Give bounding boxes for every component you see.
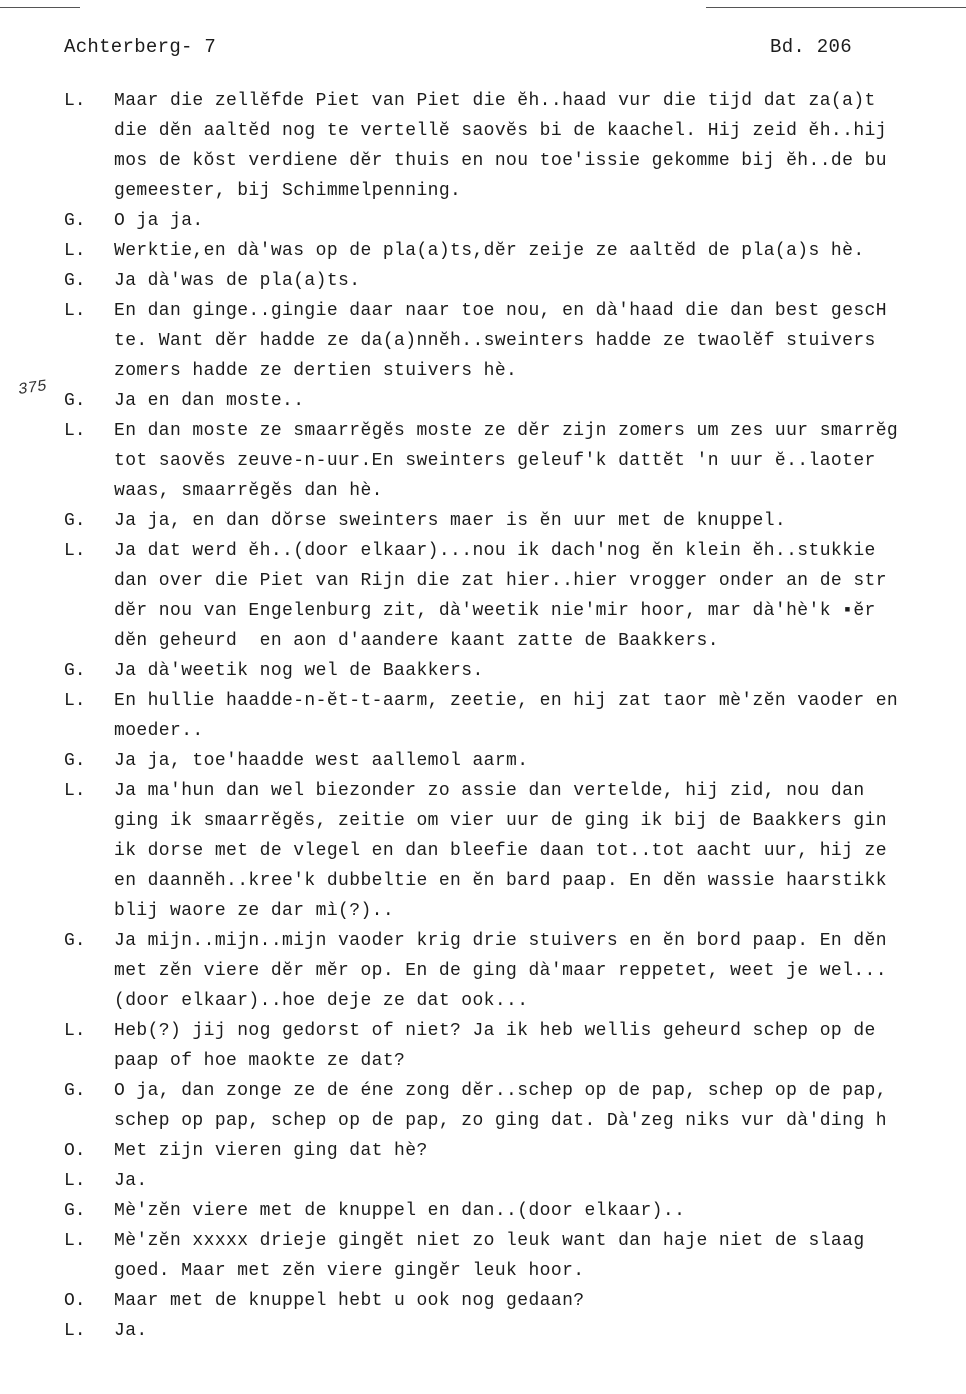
utterance-line: Mè'zĕn xxxxx drieje gingĕt niet zo leuk want dan haje niet de slaag: [114, 1231, 865, 1251]
transcript-entry: [64, 236, 966, 266]
transcript-entry: [64, 416, 966, 506]
utterance-line: En hullie haadde-n-ĕt-t-aarm, zeetie, en hij zat taor mè'zĕn vaoder en: [114, 691, 899, 711]
speaker-label: O.: [64, 1291, 86, 1311]
utterance-line: Ja dà'was de pla(a)ts.: [114, 271, 361, 291]
speaker-label: L.: [64, 241, 86, 261]
utterance-line: Ja ja, en dan dŏrse sweinters maer is ĕn uur met de knuppel.: [114, 511, 787, 531]
utterance: [114, 656, 966, 686]
utterance: [114, 1196, 966, 1226]
speaker-label: L.: [64, 1021, 86, 1041]
utterance-line: moeder..: [114, 721, 204, 741]
utterance-line: Heb(?) jij nog gedorst of niet? Ja ik heb wellis geheurd schep op de: [114, 1021, 876, 1041]
transcript-entry: [64, 1226, 966, 1286]
speaker-label: L.: [64, 91, 86, 111]
transcript-entry: [64, 1076, 966, 1136]
utterance-line: O ja ja.: [114, 211, 204, 231]
utterance-line: O ja, dan zonge ze de éne zong dĕr..schep op de pap, schep op de pap,: [114, 1081, 887, 1101]
utterance: [114, 1226, 966, 1286]
utterance-line: Ja ma'hun dan wel biezonder zo assie dan vertelde, hij zid, nou dan: [114, 781, 865, 801]
utterance-line: (door elkaar)..hoe deje ze dat ook...: [114, 991, 529, 1011]
utterance-line: dan over die Piet van Rijn die zat hier..hier vrogger onder an de str: [114, 571, 887, 591]
utterance-line: Werktie,en dà'was op de pla(a)ts,dĕr zeije ze aaltĕd de pla(a)s hè.: [114, 241, 865, 261]
utterance-line: die dĕn aaltĕd nog te vertellĕ saovĕs bi de kaachel. Hij zeid ĕh..hij: [114, 121, 887, 141]
transcript-entry: [64, 1136, 966, 1166]
utterance-line: waas, smaarrĕgĕs dan hè.: [114, 481, 383, 501]
utterance-line: Maar die zellĕfde Piet van Piet die ĕh..haad vur die tijd dat za(a)t: [114, 91, 876, 111]
utterance-line: goed. Maar met zĕn viere gingĕr leuk hoor.: [114, 1261, 585, 1281]
utterance-line: mos de kŏst verdiene dĕr thuis en nou toe'issie gekomme bij ĕh..de bu: [114, 151, 887, 171]
utterance: [114, 686, 966, 746]
speaker-label: G.: [64, 511, 86, 531]
speaker-label: L.: [64, 1231, 86, 1251]
transcript-entry: [64, 1196, 966, 1226]
utterance-line: schep op pap, schep op de pap, zo ging dat. Dà'zeg niks vur dà'ding h: [114, 1111, 887, 1131]
speaker-label: L.: [64, 421, 86, 441]
utterance-line: paap of hoe maokte ze dat?: [114, 1051, 406, 1071]
speaker-label: L.: [64, 301, 86, 321]
utterance-line: en daannĕh..kree'k dubbeltie en ĕn bard paap. En dĕn wassie haarstikk: [114, 871, 887, 891]
utterance: [114, 746, 966, 776]
transcript-entry: [64, 686, 966, 746]
transcript-entry: [64, 386, 966, 416]
utterance: [114, 506, 966, 536]
utterance-line: gemeester, bij Schimmelpenning.: [114, 181, 462, 201]
speaker-label: L.: [64, 541, 86, 561]
utterance: [114, 206, 966, 236]
utterance: [114, 1166, 966, 1196]
utterance: [114, 1016, 966, 1076]
utterance-line: te. Want dĕr hadde ze da(a)nnĕh..sweinters hadde ze twaolĕf stuivers: [114, 331, 876, 351]
utterance: [114, 1136, 966, 1166]
transcript-entry: [64, 656, 966, 686]
utterance-line: En dan ginge..gingie daar naar toe nou, en dà'haad die dan best gescH: [114, 301, 887, 321]
utterance-line: ik dorse met de vlegel en dan bleefie daan tot..tot aacht uur, hij ze: [114, 841, 887, 861]
speaker-label: O.: [64, 1141, 86, 1161]
speaker-label: L.: [64, 691, 86, 711]
utterance-line: Ja en dan moste..: [114, 391, 305, 411]
utterance-line: Ja dà'weetik nog wel de Baakkers.: [114, 661, 484, 681]
transcript-entry: [64, 1166, 966, 1196]
speaker-label: G.: [64, 271, 86, 291]
header-volume: Bd. 206: [770, 36, 852, 58]
utterance: [114, 416, 966, 506]
speaker-label: G.: [64, 391, 86, 411]
transcript-entry: [64, 266, 966, 296]
utterance-line: Met zijn vieren ging dat hè?: [114, 1141, 428, 1161]
utterance-line: Ja.: [114, 1321, 148, 1341]
utterance: [114, 1316, 966, 1346]
utterance-line: dĕn geheurd en aon d'aandere kaant zatte de Baakkers.: [114, 631, 719, 651]
speaker-label: L.: [64, 781, 86, 801]
speaker-label: G.: [64, 1201, 86, 1221]
utterance: [114, 536, 966, 656]
speaker-label: G.: [64, 751, 86, 771]
speaker-label: G.: [64, 661, 86, 681]
utterance: [114, 386, 966, 416]
speaker-label: L.: [64, 1171, 86, 1191]
transcript-entry: [64, 206, 966, 236]
utterance: [114, 296, 966, 386]
transcript-entry: [64, 776, 966, 926]
utterance: [114, 86, 966, 206]
speaker-label: G.: [64, 1081, 86, 1101]
transcript-entry: [64, 86, 966, 206]
utterance-line: Maar met de knuppel hebt u ook nog gedaan?: [114, 1291, 585, 1311]
utterance-line: Ja ja, toe'haadde west aallemol aarm.: [114, 751, 529, 771]
top-rule-right: [706, 7, 966, 8]
transcript-entry: [64, 1286, 966, 1316]
speaker-label: G.: [64, 931, 86, 951]
utterance: [114, 776, 966, 926]
utterance-line: Ja dat werd ĕh..(door elkaar)...nou ik dach'nog ĕn klein ĕh..stukkie: [114, 541, 876, 561]
margin-annotation: 375: [16, 377, 48, 399]
transcript-entry: [64, 1316, 966, 1346]
speaker-label: L.: [64, 1321, 86, 1341]
top-rule-left: [0, 7, 80, 8]
transcript: [64, 86, 966, 1346]
utterance-line: dĕr nou van Engelenburg zit, dà'weetik nie'mir hoor, mar dà'hè'k ▪ĕr: [114, 601, 876, 621]
utterance-line: En dan moste ze smaarrĕgĕs moste ze dĕr zijn zomers um zes uur smarrĕg: [114, 421, 899, 441]
transcript-entry: [64, 296, 966, 386]
utterance-line: tot saovĕs zeuve-n-uur.En sweinters geleuf'k dattĕt 'n uur ĕ..laoter: [114, 451, 876, 471]
utterance-line: ging ik smaarrĕgĕs, zeitie om vier uur de ging ik bij de Baakkers gin: [114, 811, 887, 831]
utterance-line: Mè'zĕn viere met de knuppel en dan..(door elkaar)..: [114, 1201, 686, 1221]
transcript-entry: [64, 746, 966, 776]
utterance: [114, 236, 966, 266]
utterance-line: Ja mijn..mijn..mijn vaoder krig drie stuivers en ĕn bord paap. En dĕn: [114, 931, 887, 951]
utterance: [114, 266, 966, 296]
transcript-entry: [64, 506, 966, 536]
utterance-line: Ja.: [114, 1171, 148, 1191]
utterance: [114, 926, 966, 1016]
utterance-line: blij waore ze dar mì(?)..: [114, 901, 395, 921]
utterance: [114, 1076, 966, 1136]
speaker-label: G.: [64, 211, 86, 231]
transcript-entry: [64, 536, 966, 656]
header-title: Achterberg- 7: [64, 36, 217, 58]
utterance: [114, 1286, 966, 1316]
transcript-entry: [64, 1016, 966, 1076]
transcript-entry: [64, 926, 966, 1016]
utterance-line: met zĕn viere dĕr mĕr op. En de ging dà'maar reppetet, weet je wel...: [114, 961, 887, 981]
utterance-line: zomers hadde ze dertien stuivers hè.: [114, 361, 518, 381]
